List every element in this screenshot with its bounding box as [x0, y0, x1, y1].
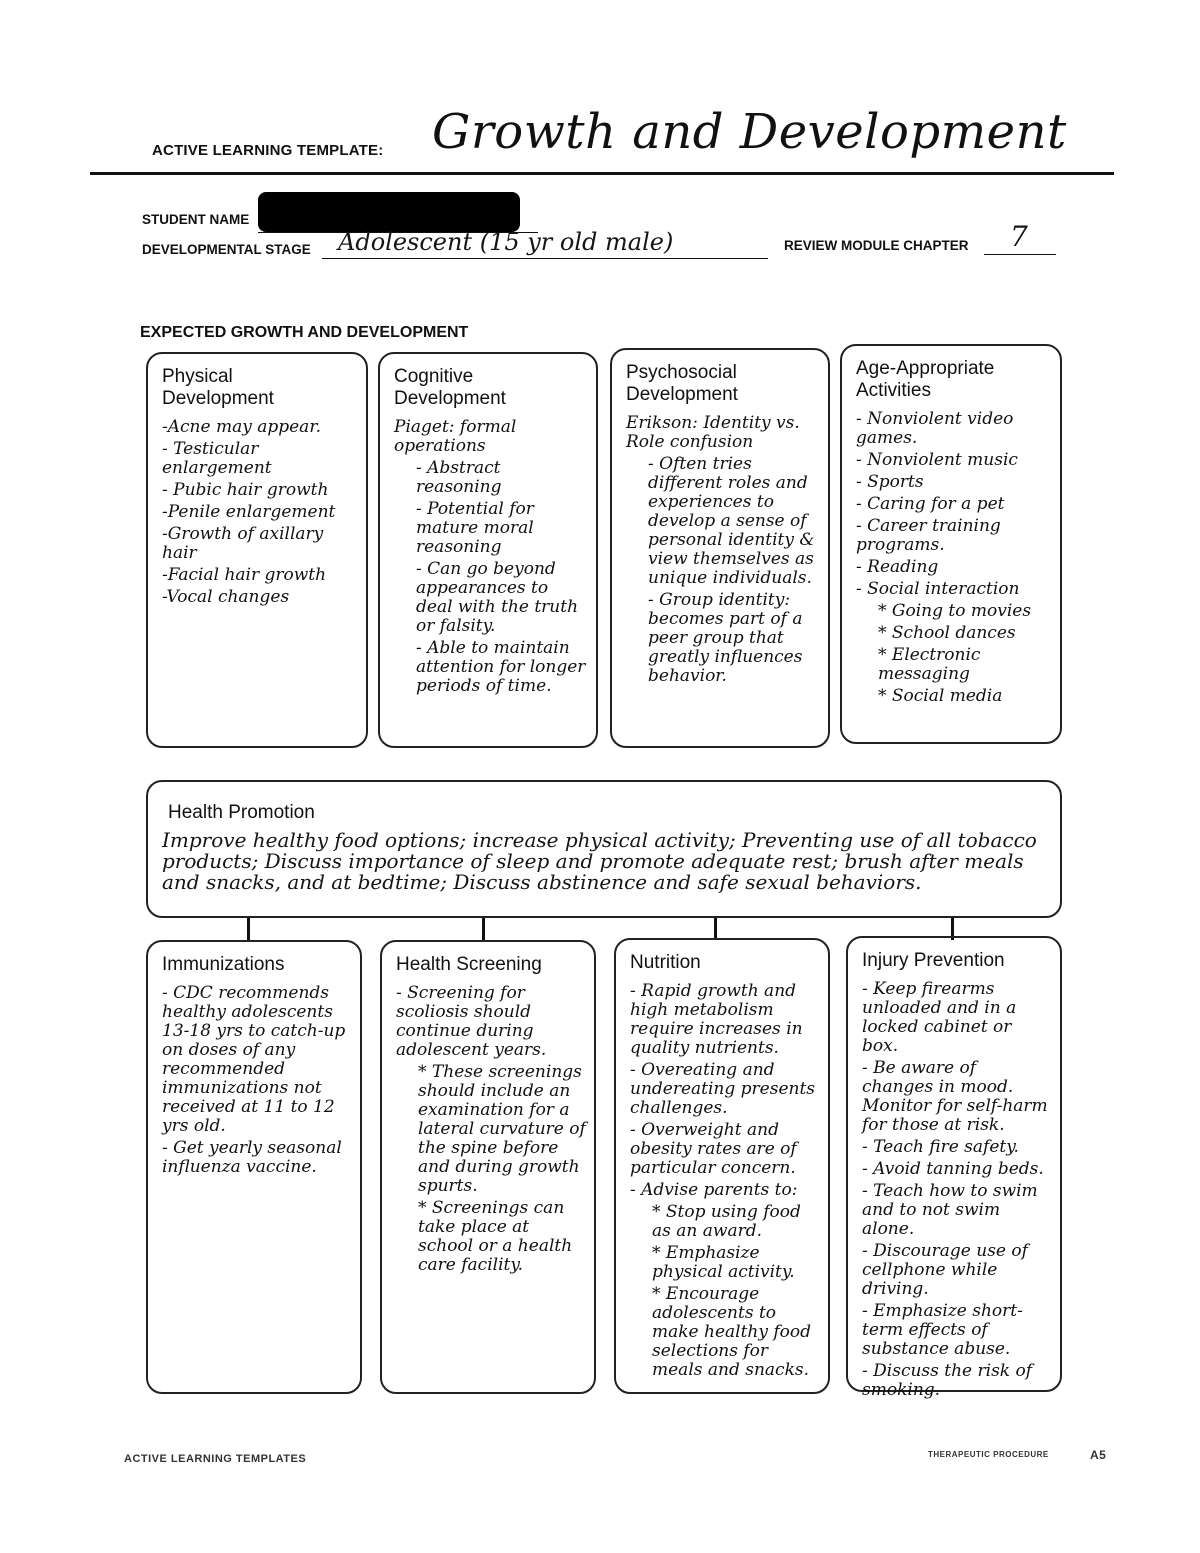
health-screening-box: [380, 940, 596, 1394]
box-title: Nutrition: [630, 952, 701, 973]
injury-prevention-box: [846, 936, 1062, 1400]
box-title: Cognitive Development: [394, 366, 506, 409]
review-chapter-label: REVIEW MODULE CHAPTER: [784, 238, 969, 253]
student-name-label: STUDENT NAME: [142, 212, 250, 227]
box-title: Psychosocial Development: [626, 362, 738, 405]
list-item: - Able to maintain attention for longer periods of time.: [416, 638, 586, 696]
activities-box: [840, 344, 1062, 744]
section-title: EXPECTED GROWTH AND DEVELOPMENT: [140, 324, 469, 341]
cognitive-list: [394, 418, 588, 696]
list-item: * Social media: [878, 686, 1003, 706]
psychosocial-development-box: [610, 348, 830, 748]
box-title: Health Screening: [396, 954, 542, 975]
list-item: - Get yearly seasonal influenza vaccine.: [162, 1138, 342, 1177]
health-promotion-text: Improve healthy food options; increase physical activity; Preventing use of all tobacco products; Discuss importance of sleep and promote adequate rest; brush after meals and snacks, and at bedtime; Discuss abstinence and safe sexual behaviors.: [162, 828, 1037, 894]
list-item: - Screening for scoliosis should continue during adolescent years.: [396, 983, 547, 1060]
list-item: - Group identity: becomes part of a peer group that greatly influences behavior.: [648, 590, 803, 686]
screening-list: [396, 984, 586, 1275]
list-item: - Can go beyond appearances to deal with the truth or falsity.: [416, 559, 579, 636]
list-item: - Testicular enlargement: [162, 439, 272, 478]
list-item: - Teach fire safety.: [862, 1137, 1019, 1157]
list-item: - Abstract reasoning: [416, 458, 502, 497]
page-number: A5: [1090, 1448, 1107, 1462]
physical-development-box: [146, 352, 368, 748]
list-item: - Overweight and obesity rates are of particular concern.: [630, 1120, 797, 1178]
list-item: - Often tries different roles and experiences to develop a sense of personal identity & view themselves as unique individuals.: [648, 454, 815, 588]
list-item: - Pubic hair growth: [162, 480, 329, 500]
list-item: - Nonviolent music: [856, 450, 1018, 470]
list-item: - Teach how to swim and to not swim alone.: [862, 1181, 1038, 1239]
stage-field-line: [322, 258, 768, 259]
developmental-stage-label: DEVELOPMENTAL STAGE: [142, 242, 311, 257]
list-item: - Emphasize short-term effects of substance abuse.: [862, 1301, 1023, 1359]
list-item: - Advise parents to:: [630, 1180, 798, 1200]
connector-line: [482, 918, 485, 940]
chapter-value: 7: [1010, 220, 1028, 253]
injury-list: [862, 980, 1052, 1400]
list-item: - Sports: [856, 472, 924, 492]
list-item: * Screenings can take place at school or a health care facility.: [418, 1198, 573, 1275]
box-title: Physical Development: [162, 366, 274, 409]
list-item: - Avoid tanning beds.: [862, 1159, 1044, 1179]
list-item: - Discuss the risk of smoking.: [862, 1361, 1033, 1400]
box-title: Age-Appropriate Activities: [856, 358, 995, 401]
box-title: Injury Prevention: [862, 950, 1005, 971]
list-item: - Reading: [856, 557, 939, 577]
list-item: -Acne may appear.: [162, 417, 321, 437]
immunizations-box: [146, 940, 362, 1394]
list-item: - Rapid growth and high metabolism require increases in quality nutrients.: [630, 981, 803, 1058]
list-item: - CDC recommends healthy adolescents 13-18 yrs to catch-up on doses of any recommended immunizations not received at 11 to 12 yrs old.: [162, 983, 346, 1136]
chapter-field-line: [984, 254, 1056, 255]
list-item: Erikson: Identity vs. Role confusion: [626, 413, 800, 452]
stage-value: Adolescent (15 yr old male): [338, 228, 674, 256]
list-item: -Growth of axillary hair: [162, 524, 324, 563]
connector-line: [247, 918, 250, 940]
footer-right: THERAPEUTIC PROCEDURE: [928, 1450, 1049, 1459]
list-item: - Social interaction: [856, 579, 1020, 599]
nutrition-list: [630, 982, 820, 1380]
box-title: Immunizations: [162, 954, 285, 975]
list-item: * Stop using food as an award.: [652, 1202, 801, 1241]
psychosocial-list: [626, 414, 820, 686]
health-promotion-box: [146, 780, 1062, 918]
activities-list: [856, 410, 1052, 706]
list-item: - Be aware of changes in mood. Monitor for self-harm for those at risk.: [862, 1058, 1048, 1135]
list-item: Piaget: formal operations: [394, 417, 517, 456]
footer-left: ACTIVE LEARNING TEMPLATES: [124, 1453, 307, 1465]
page-title: Growth and Development: [432, 104, 1067, 160]
nutrition-box: [614, 938, 830, 1394]
list-item: * Emphasize physical activity.: [652, 1243, 795, 1282]
list-item: * These screenings should include an examination for a lateral curvature of the spine before and during growth spurts.: [418, 1062, 586, 1196]
list-item: * Going to movies: [878, 601, 1032, 621]
list-item: - Potential for mature moral reasoning: [416, 499, 534, 557]
list-item: -Facial hair growth: [162, 565, 327, 585]
list-item: * Encourage adolescents to make healthy food selections for meals and snacks.: [652, 1284, 812, 1380]
list-item: - Career training programs.: [856, 516, 1001, 555]
physical-list: [162, 418, 358, 607]
redaction-bar: [258, 192, 520, 232]
list-item: - Overeating and undereating presents challenges.: [630, 1060, 816, 1118]
list-item: - Nonviolent video games.: [856, 409, 1014, 448]
list-item: - Keep firearms unloaded and in a locked cabinet or box.: [862, 979, 1017, 1056]
box-title: Health Promotion: [168, 802, 315, 823]
list-item: - Caring for a pet: [856, 494, 1005, 514]
template-label: ACTIVE LEARNING TEMPLATE:: [152, 142, 384, 159]
immunizations-list: [162, 984, 352, 1177]
connector-line: [714, 918, 717, 940]
list-item: * School dances: [878, 623, 1016, 643]
list-item: -Vocal changes: [162, 587, 290, 607]
header-rule: [90, 172, 1114, 175]
cognitive-development-box: [378, 352, 598, 748]
list-item: - Discourage use of cellphone while driving.: [862, 1241, 1028, 1299]
list-item: * Electronic messaging: [878, 645, 981, 684]
list-item: -Penile enlargement: [162, 502, 336, 522]
